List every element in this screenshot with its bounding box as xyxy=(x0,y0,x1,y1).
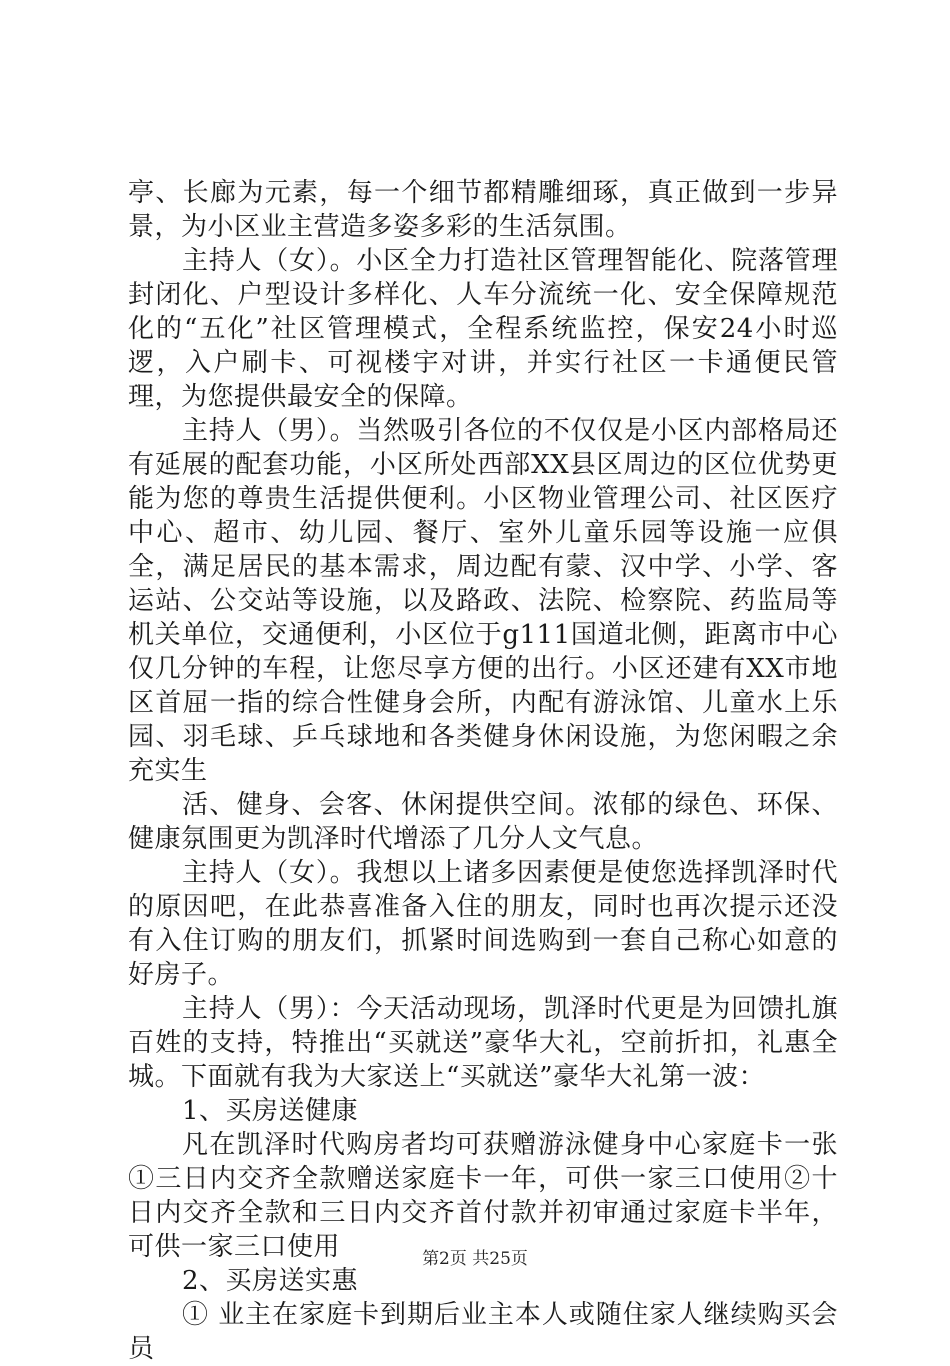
paragraph: 主持人（女）。我想以上诸多因素便是使您选择凯泽时代的原因吧，在此恭喜准备入住的朋友，同时也再次提示还没有入住订购的朋友们，抓紧时间选购到一套自己称心如意的好房子。 xyxy=(128,858,838,990)
paragraph: 主持人（男）。当然吸引各位的不仅仅是小区内部格局还有延展的配套功能，小区所处西部XX县区周边的区位优势更能为您的尊贵生活提供便利。小区物业管理公司、社区医疗中心、超市、幼儿园、餐厅、室外儿童乐园等设施一应俱全，满足居民的基本需求，周边配有蒙、汉中学、小学、客运站、公交站等设施，以及路政、法院、检察院、药监局等机关单位，交通便利，小区位于g111国道北侧，距离市中心仅几分钟的车程，让您尽享方便的出行。小区还建有XX市地区首屈一指的综合性健身会所，内配有游泳馆、儿童水上乐园、羽毛球、乒乓球地和各类健身休闲设施，为您闲暇之余充实生 xyxy=(128,416,838,786)
page-number-footer: 第2页 共25页 xyxy=(422,1249,528,1269)
paragraph: 亭、长廊为元素，每一个细节都精雕细琢，真正做到一步异景，为小区业主营造多姿多彩的生活氛围。 xyxy=(128,178,838,242)
paragraph: 活、健身、会客、休闲提供空间。浓郁的绿色、环保、健康氛围更为凯泽时代增添了几分人文气息。 xyxy=(128,790,838,854)
list-heading: 2、买房送实惠 xyxy=(182,1266,359,1296)
document-body xyxy=(128,176,838,1366)
paragraph: 凡在凯泽时代购房者均可获赠游泳健身中心家庭卡一张①三日内交齐全款赠送家庭卡一年，可供一家三口使用②十日内交齐全款和三日内交齐首付款并初审通过家庭卡半年，可供一家三口使用 xyxy=(128,1130,838,1262)
paragraph: 主持人（女）。小区全力打造社区管理智能化、院落管理封闭化、户型设计多样化、人车分流统一化、安全保障规范化的“五化”社区管理模式，全程系统监控，保安24小时巡逻，入户刷卡、可视楼宇对讲，并实行社区一卡通便民管理，为您提供最安全的保障。 xyxy=(128,246,838,412)
paragraph: ① 业主在家庭卡到期后业主本人或随住家人继续购买会员 xyxy=(128,1300,838,1364)
list-heading: 1、买房送健康 xyxy=(182,1096,359,1126)
paragraph: 主持人（男）：今天活动现场，凯泽时代更是为回馈扎旗百姓的支持，特推出“买就送”豪华大礼，空前折扣，礼惠全城。下面就有我为大家送上“买就送”豪华大礼第一波： xyxy=(128,994,838,1092)
